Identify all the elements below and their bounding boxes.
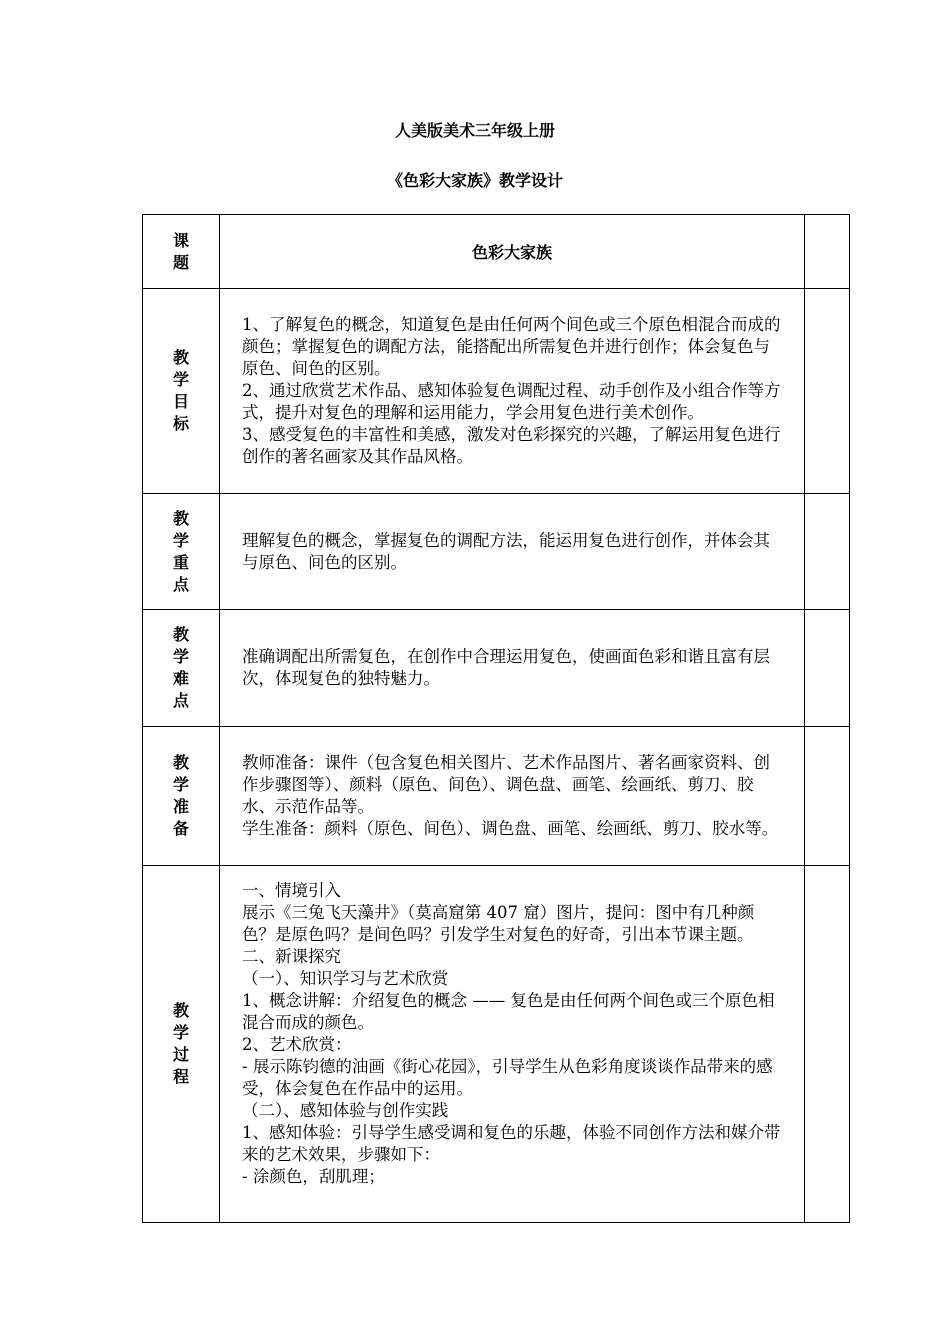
- key-points-row: [143, 494, 850, 610]
- difficulties-line: 准确调配出所需复色，在创作中合理运用复色，使画面色彩和谐且富有层次，体现复色的独特魅力。: [242, 647, 770, 688]
- process-blank-cell: [805, 866, 850, 1223]
- document-title: 人美版美术三年级上册: [394, 121, 555, 140]
- process-line: 1、感知体验：引导学生感受调和复色的乐趣，体验不同创作方法和媒介带来的艺术效果，步骤如下：: [242, 1123, 781, 1164]
- process-line: （一）、知识学习与艺术欣赏: [242, 969, 449, 988]
- preparation-line: 学生准备：颜料（原色、间色）、调色盘、画笔、绘画纸、剪刀、胶水等。: [242, 819, 779, 838]
- key-points-line: 理解复色的概念，掌握复色的调配方法，能运用复色进行创作，并体会其与原色、间色的区别。: [242, 530, 770, 572]
- difficulties-blank-cell: [805, 610, 850, 727]
- difficulties-label: 教学难点: [172, 625, 189, 710]
- topic-value: 色彩大家族: [220, 215, 805, 289]
- topic-row: [143, 215, 850, 289]
- preparation-label: 教学准备: [172, 753, 189, 838]
- objectives-row: [143, 289, 850, 494]
- process-label: 教学过程: [172, 1001, 189, 1086]
- key-points-blank-cell: [805, 494, 850, 610]
- preparation-label-cell: [143, 727, 220, 866]
- preparation-row: [143, 727, 850, 866]
- process-content: [220, 866, 805, 1223]
- key-points-label-cell: [143, 494, 220, 610]
- process-line: 展示《三兔飞天藻井》（莫高窟第 407 窟）图片，提问：图中有几种颜色？是原色吗？是间色吗？引发学生对复色的好奇，引出本节课主题。: [242, 903, 755, 944]
- key-points-label: 教学重点: [172, 508, 189, 594]
- process-row: [143, 866, 850, 1223]
- process-line: （二）、感知体验与创作实践: [242, 1101, 449, 1120]
- process-line: - 涂颜色，刮肌理；: [242, 1167, 385, 1186]
- topic-label-cell: [143, 215, 220, 289]
- objectives-line: 1、了解复色的概念，知道复色是由任何两个间色或三个原色相混合而成的颜色；掌握复色的调配方法，能搭配出所需复色并进行创作；体会复色与原色、间色的区别。: [242, 315, 781, 378]
- topic-blank-cell: [805, 215, 850, 289]
- objectives-label: 教学目标: [172, 348, 189, 433]
- objectives-blank-cell: [805, 289, 850, 494]
- difficulties-label-cell: [143, 610, 220, 727]
- lesson-plan-table: [142, 214, 850, 1223]
- preparation-line: 教师准备：课件（包含复色相关图片、艺术作品图片、著名画家资料、创作步骤图等）、颜料（原色、间色）、调色盘、画笔、绘画纸、剪刀、胶水、示范作品等。: [242, 753, 770, 816]
- objectives-line: 3、感受复色的丰富性和美感，激发对色彩探究的兴趣，了解运用复色进行创作的著名画家及其作品风格。: [242, 425, 781, 466]
- difficulties-row: [143, 610, 850, 727]
- objectives-label-cell: [143, 289, 220, 494]
- preparation-content: [220, 727, 805, 866]
- process-line: 二、新课探究: [242, 947, 341, 966]
- document-subtitle: 《色彩大家族》教学设计: [386, 171, 563, 190]
- difficulties-content: [220, 610, 805, 727]
- process-line: 2、艺术欣赏：: [242, 1035, 352, 1054]
- process-label-cell: [143, 866, 220, 1223]
- preparation-blank-cell: [805, 727, 850, 866]
- objectives-content: [220, 289, 805, 494]
- process-line: 一、情境引入: [242, 881, 341, 900]
- key-points-content: [220, 494, 805, 610]
- process-line: 1、概念讲解：介绍复色的概念 —— 复色是由任何两个间色或三个原色相混合而成的颜色。: [242, 991, 775, 1032]
- process-line: - 展示陈钧德的油画《街心花园》，引导学生从色彩角度谈谈作品带来的感受，体会复色在作品中的运用。: [242, 1057, 773, 1098]
- objectives-line: 2、通过欣赏艺术作品、感知体验复色调配过程、动手创作及小组合作等方式，提升对复色的理解和运用能力，学会用复色进行美术创作。: [242, 381, 781, 422]
- topic-label: 课题: [172, 230, 189, 272]
